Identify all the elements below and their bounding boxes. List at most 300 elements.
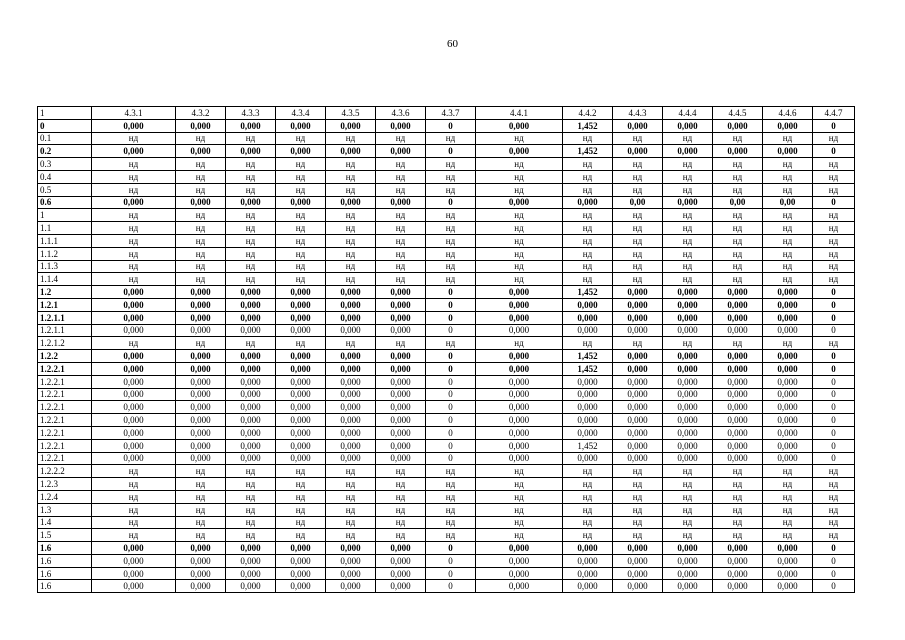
table-cell: нд <box>476 516 563 529</box>
table-cell: 0,000 <box>226 567 276 580</box>
table-cell: нд <box>92 516 176 529</box>
table-cell: 0,000 <box>663 439 713 452</box>
table-cell: 0.4 <box>38 170 92 183</box>
table-cell: 0,000 <box>276 119 326 132</box>
table-cell: нд <box>276 183 326 196</box>
table-cell: нд <box>326 209 376 222</box>
table-cell: 0,000 <box>376 375 426 388</box>
table-cell: нд <box>713 529 763 542</box>
table-cell: 0,000 <box>663 388 713 401</box>
table-cell: 0,000 <box>763 298 813 311</box>
table-cell: нд <box>613 170 663 183</box>
table-cell: 0,000 <box>663 414 713 427</box>
table-cell: нд <box>426 273 476 286</box>
table-cell: 0,000 <box>92 145 176 158</box>
table-cell: 0,000 <box>476 145 563 158</box>
table-cell: 0,000 <box>276 414 326 427</box>
table-cell: 0,000 <box>92 426 176 439</box>
table-cell: нд <box>763 260 813 273</box>
table-cell: 0,000 <box>713 452 763 465</box>
data-table <box>37 106 855 593</box>
table-cell: нд <box>763 490 813 503</box>
table-row <box>38 529 855 542</box>
table-cell: нд <box>563 183 613 196</box>
table-cell: нд <box>563 478 613 491</box>
table-cell: 0,000 <box>713 311 763 324</box>
table-cell: 0,000 <box>476 580 563 593</box>
table-cell: 0,000 <box>176 362 226 375</box>
table-cell: нд <box>663 158 713 171</box>
table-cell: нд <box>326 132 376 145</box>
table-cell: 0,000 <box>713 580 763 593</box>
table-cell: нд <box>563 222 613 235</box>
table-cell: нд <box>713 234 763 247</box>
table-cell: 1,452 <box>563 286 613 299</box>
table-cell: 0,000 <box>226 542 276 555</box>
table-cell: нд <box>476 337 563 350</box>
table-cell: 0,000 <box>376 311 426 324</box>
table-cell: нд <box>426 170 476 183</box>
table-cell: нд <box>176 260 226 273</box>
table-cell: 0,000 <box>563 401 613 414</box>
table-cell: 0,000 <box>476 542 563 555</box>
table-row <box>38 247 855 260</box>
table-cell: 0,000 <box>763 426 813 439</box>
table-cell: нд <box>613 503 663 516</box>
table-cell: 0,000 <box>376 145 426 158</box>
table-cell: нд <box>326 170 376 183</box>
table-cell: 0,000 <box>276 362 326 375</box>
table-cell: 1.2.2.1 <box>38 426 92 439</box>
table-cell: 0,000 <box>713 439 763 452</box>
table-cell: нд <box>476 490 563 503</box>
table-cell: 0,000 <box>713 362 763 375</box>
table-cell: нд <box>376 222 426 235</box>
table-cell: 0,000 <box>92 324 176 337</box>
table-cell: 0,000 <box>563 580 613 593</box>
table-cell: нд <box>176 209 226 222</box>
table-cell: нд <box>426 490 476 503</box>
table-cell: нд <box>613 490 663 503</box>
table-cell: 0,000 <box>92 298 176 311</box>
table-row <box>38 145 855 158</box>
table-cell: 0,000 <box>176 311 226 324</box>
table-cell: нд <box>276 234 326 247</box>
table-cell: нд <box>476 260 563 273</box>
table-cell: нд <box>376 158 426 171</box>
table-cell: нд <box>663 337 713 350</box>
table-cell: 0,000 <box>476 375 563 388</box>
table-cell: 0,000 <box>326 567 376 580</box>
table-cell: 0,000 <box>376 554 426 567</box>
table-cell: 0 <box>813 580 855 593</box>
table-row <box>38 273 855 286</box>
table-cell: нд <box>92 209 176 222</box>
table-cell: 0,000 <box>326 401 376 414</box>
table-row <box>38 503 855 516</box>
table-cell: 0,000 <box>763 311 813 324</box>
table-cell: 0,000 <box>176 452 226 465</box>
table-cell: нд <box>763 503 813 516</box>
table-cell: 0 <box>426 362 476 375</box>
table-cell: 0,000 <box>476 311 563 324</box>
table-row <box>38 298 855 311</box>
table-row <box>38 222 855 235</box>
table-cell: нд <box>563 234 613 247</box>
table-cell: 0,000 <box>276 145 326 158</box>
table-cell: 0,000 <box>176 375 226 388</box>
table-row <box>38 580 855 593</box>
table-cell: 0 <box>426 426 476 439</box>
table-cell: 0,000 <box>713 414 763 427</box>
table-cell: нд <box>663 490 713 503</box>
table-cell: нд <box>376 183 426 196</box>
table-cell: нд <box>713 273 763 286</box>
table-cell: нд <box>476 529 563 542</box>
table-row <box>38 234 855 247</box>
table-cell: нд <box>426 234 476 247</box>
table-cell: 0,000 <box>326 311 376 324</box>
table-cell: нд <box>613 234 663 247</box>
table-cell: нд <box>476 132 563 145</box>
table-cell: 0,000 <box>376 567 426 580</box>
table-cell: 1.1.4 <box>38 273 92 286</box>
table-cell: 1.1.2 <box>38 247 92 260</box>
column-header: 4.3.1 <box>92 107 176 120</box>
table-cell: 0,000 <box>376 542 426 555</box>
table-cell: нд <box>92 222 176 235</box>
table-cell: 0,000 <box>92 350 176 363</box>
table-cell: 0,000 <box>176 580 226 593</box>
table-row <box>38 158 855 171</box>
table-cell: 0,000 <box>613 324 663 337</box>
table-cell: 0 <box>813 311 855 324</box>
table-cell: нд <box>763 209 813 222</box>
table-cell: 0,000 <box>476 414 563 427</box>
table-cell: 0,000 <box>763 119 813 132</box>
table-cell: 0,000 <box>92 542 176 555</box>
table-cell: 0 <box>426 414 476 427</box>
table-cell: нд <box>276 170 326 183</box>
table-cell: 0,000 <box>613 439 663 452</box>
table-cell: нд <box>763 247 813 260</box>
table-cell: нд <box>563 503 613 516</box>
table-cell: нд <box>813 170 855 183</box>
table-cell: 1.6 <box>38 567 92 580</box>
table-cell: нд <box>713 170 763 183</box>
table-cell: 0 <box>813 119 855 132</box>
table-cell: нд <box>226 158 276 171</box>
table-cell: 1.1 <box>38 222 92 235</box>
table-cell: нд <box>176 478 226 491</box>
table-cell: 0,000 <box>376 350 426 363</box>
table-cell: нд <box>176 234 226 247</box>
table-cell: 0,000 <box>92 554 176 567</box>
table-cell: 0,000 <box>613 426 663 439</box>
table-cell: нд <box>813 209 855 222</box>
table-row <box>38 183 855 196</box>
table-cell: 0,000 <box>763 362 813 375</box>
column-header: 4.3.4 <box>276 107 326 120</box>
table-cell: 0,000 <box>663 145 713 158</box>
table-cell: 0,000 <box>476 401 563 414</box>
table-cell: 0,000 <box>176 145 226 158</box>
table-cell: 0,000 <box>763 388 813 401</box>
table-cell: 1.2.2.1 <box>38 414 92 427</box>
table-row <box>38 375 855 388</box>
table-cell: нд <box>426 478 476 491</box>
table-cell: нд <box>92 170 176 183</box>
table-cell: 0.5 <box>38 183 92 196</box>
table-cell: 0,000 <box>176 567 226 580</box>
table-cell: нд <box>226 222 276 235</box>
table-cell: 0,000 <box>476 362 563 375</box>
table-cell: 0,000 <box>713 567 763 580</box>
table-cell: 0,000 <box>613 145 663 158</box>
table-cell: нд <box>326 158 376 171</box>
table-cell: нд <box>276 516 326 529</box>
table-cell: нд <box>663 170 713 183</box>
table-cell: нд <box>176 222 226 235</box>
table-cell: 0,000 <box>276 426 326 439</box>
table-cell: нд <box>176 273 226 286</box>
table-cell: 1.2.1.1 <box>38 311 92 324</box>
table-cell: нд <box>813 503 855 516</box>
table-cell: 0,000 <box>226 286 276 299</box>
table-cell: 0,000 <box>713 350 763 363</box>
table-cell: 0,000 <box>663 580 713 593</box>
table-cell: 0 <box>426 580 476 593</box>
table-cell: нд <box>276 132 326 145</box>
table-cell: 0,000 <box>763 145 813 158</box>
table-cell: 0.1 <box>38 132 92 145</box>
table-cell: 0,000 <box>226 452 276 465</box>
table-row <box>38 388 855 401</box>
table-cell: 1.2.2.1 <box>38 362 92 375</box>
table-cell: нд <box>476 478 563 491</box>
table-cell: нд <box>713 478 763 491</box>
table-cell: нд <box>713 158 763 171</box>
table-cell: 0,000 <box>713 298 763 311</box>
table-row <box>38 132 855 145</box>
table-cell: 0,000 <box>613 567 663 580</box>
table-cell: 0,000 <box>92 119 176 132</box>
table-cell: нд <box>376 170 426 183</box>
table-cell: 0,000 <box>226 554 276 567</box>
table-cell: 0 <box>813 375 855 388</box>
table-cell: нд <box>226 183 276 196</box>
table-cell: 0,000 <box>326 542 376 555</box>
table-cell: 0,000 <box>476 567 563 580</box>
table-cell: нд <box>663 465 713 478</box>
table-cell: нд <box>476 170 563 183</box>
table-cell: 0 <box>813 401 855 414</box>
table-cell: 0,000 <box>92 196 176 209</box>
table-cell: нд <box>226 516 276 529</box>
table-cell: нд <box>613 158 663 171</box>
table-row <box>38 567 855 580</box>
table-cell: 0 <box>426 439 476 452</box>
table-cell: 0,000 <box>613 311 663 324</box>
column-header: 4.4.2 <box>563 107 613 120</box>
table-cell: 0,000 <box>92 401 176 414</box>
table-row <box>38 465 855 478</box>
table-cell: нд <box>763 158 813 171</box>
table-cell: 0 <box>426 350 476 363</box>
table-cell: нд <box>663 183 713 196</box>
table-cell: нд <box>276 337 326 350</box>
header-row <box>38 107 855 120</box>
table-cell: 0.6 <box>38 196 92 209</box>
table-cell: нд <box>226 234 276 247</box>
table-cell: нд <box>276 247 326 260</box>
table-cell: нд <box>813 183 855 196</box>
table-cell: 0,000 <box>613 362 663 375</box>
table-cell: 0,000 <box>92 567 176 580</box>
table-cell: нд <box>813 132 855 145</box>
table-cell: 0,000 <box>476 452 563 465</box>
table-cell: нд <box>663 273 713 286</box>
table-cell: нд <box>226 503 276 516</box>
table-cell: нд <box>326 478 376 491</box>
table-cell: нд <box>376 503 426 516</box>
table-cell: нд <box>476 234 563 247</box>
table-cell: нд <box>563 337 613 350</box>
table-cell: 0,000 <box>276 388 326 401</box>
table-cell: нд <box>92 132 176 145</box>
table-cell: нд <box>326 222 376 235</box>
table-cell: 0,000 <box>376 119 426 132</box>
table-cell: 0,000 <box>226 324 276 337</box>
table-cell: 0,000 <box>613 542 663 555</box>
table-cell: нд <box>176 529 226 542</box>
table-cell: 0,000 <box>326 286 376 299</box>
table-cell: 1,452 <box>563 439 613 452</box>
table-cell: 1.2.2.2 <box>38 465 92 478</box>
table-cell: нд <box>476 247 563 260</box>
table-cell: нд <box>276 222 326 235</box>
table-cell: 0,000 <box>226 311 276 324</box>
table-cell: 1.6 <box>38 542 92 555</box>
table-cell: 0,000 <box>713 375 763 388</box>
table-cell: 1.2 <box>38 286 92 299</box>
table-cell: нд <box>326 516 376 529</box>
table-cell: 0,000 <box>713 324 763 337</box>
table-cell: 0,000 <box>92 452 176 465</box>
table-cell: 0,000 <box>176 286 226 299</box>
table-cell: нд <box>92 529 176 542</box>
table-row <box>38 426 855 439</box>
table-row <box>38 350 855 363</box>
table-cell: нд <box>376 516 426 529</box>
table-cell: 0 <box>426 388 476 401</box>
table-cell: нд <box>176 516 226 529</box>
table-cell: нд <box>176 158 226 171</box>
table-cell: 0 <box>426 196 476 209</box>
table-cell: 0,000 <box>376 580 426 593</box>
table-cell: нд <box>326 260 376 273</box>
table-cell: 0,000 <box>476 196 563 209</box>
table-cell: 0,000 <box>326 452 376 465</box>
table-row <box>38 554 855 567</box>
table-cell: нд <box>476 273 563 286</box>
table-cell: 0,000 <box>92 388 176 401</box>
table-cell: нд <box>376 247 426 260</box>
table-cell: 0,000 <box>176 554 226 567</box>
table-row <box>38 170 855 183</box>
table-cell: нд <box>376 260 426 273</box>
table-cell: 0,000 <box>613 554 663 567</box>
table-cell: 0,000 <box>226 439 276 452</box>
table-cell: 0,00 <box>613 196 663 209</box>
table-body <box>38 107 855 593</box>
table-cell: 0,000 <box>326 145 376 158</box>
table-cell: нд <box>226 273 276 286</box>
table-cell: нд <box>226 478 276 491</box>
table-cell: 0,000 <box>92 414 176 427</box>
table-cell: нд <box>613 465 663 478</box>
table-cell: 0,000 <box>176 439 226 452</box>
table-cell: 0,000 <box>563 452 613 465</box>
table-cell: 0,000 <box>376 439 426 452</box>
table-cell: нд <box>376 478 426 491</box>
table-cell: 0,000 <box>763 350 813 363</box>
table-cell: 0,000 <box>613 452 663 465</box>
column-header: 4.3.5 <box>326 107 376 120</box>
table-cell: 0,000 <box>326 426 376 439</box>
column-header: 4.3.2 <box>176 107 226 120</box>
table-cell: нд <box>663 529 713 542</box>
table-cell: 0,000 <box>563 414 613 427</box>
table-cell: нд <box>326 490 376 503</box>
table-cell: 0,000 <box>276 196 326 209</box>
table-cell: нд <box>276 273 326 286</box>
table-cell: 0,000 <box>176 401 226 414</box>
table-row <box>38 119 855 132</box>
table-cell: нд <box>92 260 176 273</box>
table-cell: 0,000 <box>176 350 226 363</box>
table-cell: 1.2.4 <box>38 490 92 503</box>
table-cell: 0,000 <box>226 375 276 388</box>
table-cell: 0,000 <box>563 542 613 555</box>
table-cell: нд <box>476 503 563 516</box>
table-cell: 1.2.1 <box>38 298 92 311</box>
table-cell: нд <box>663 132 713 145</box>
table-cell: 0,000 <box>763 324 813 337</box>
table-cell: нд <box>92 465 176 478</box>
table-cell: 0 <box>426 324 476 337</box>
table-cell: нд <box>92 234 176 247</box>
table-cell: нд <box>226 465 276 478</box>
table-cell: 0,000 <box>763 580 813 593</box>
table-cell: 0,000 <box>376 388 426 401</box>
table-cell: нд <box>663 209 713 222</box>
table-cell: нд <box>563 490 613 503</box>
column-header: 4.3.7 <box>426 107 476 120</box>
table-cell: 0,000 <box>613 388 663 401</box>
table-cell: нд <box>713 222 763 235</box>
table-cell: 0,000 <box>663 554 713 567</box>
table-cell: нд <box>613 273 663 286</box>
table-cell: 0 <box>426 286 476 299</box>
table-cell: 0,000 <box>376 426 426 439</box>
table-cell: нд <box>326 503 376 516</box>
table-cell: 0 <box>813 426 855 439</box>
table-cell: 0,000 <box>713 554 763 567</box>
table-cell: 0 <box>813 542 855 555</box>
table-cell: 0,000 <box>663 401 713 414</box>
table-cell: 0,000 <box>226 362 276 375</box>
